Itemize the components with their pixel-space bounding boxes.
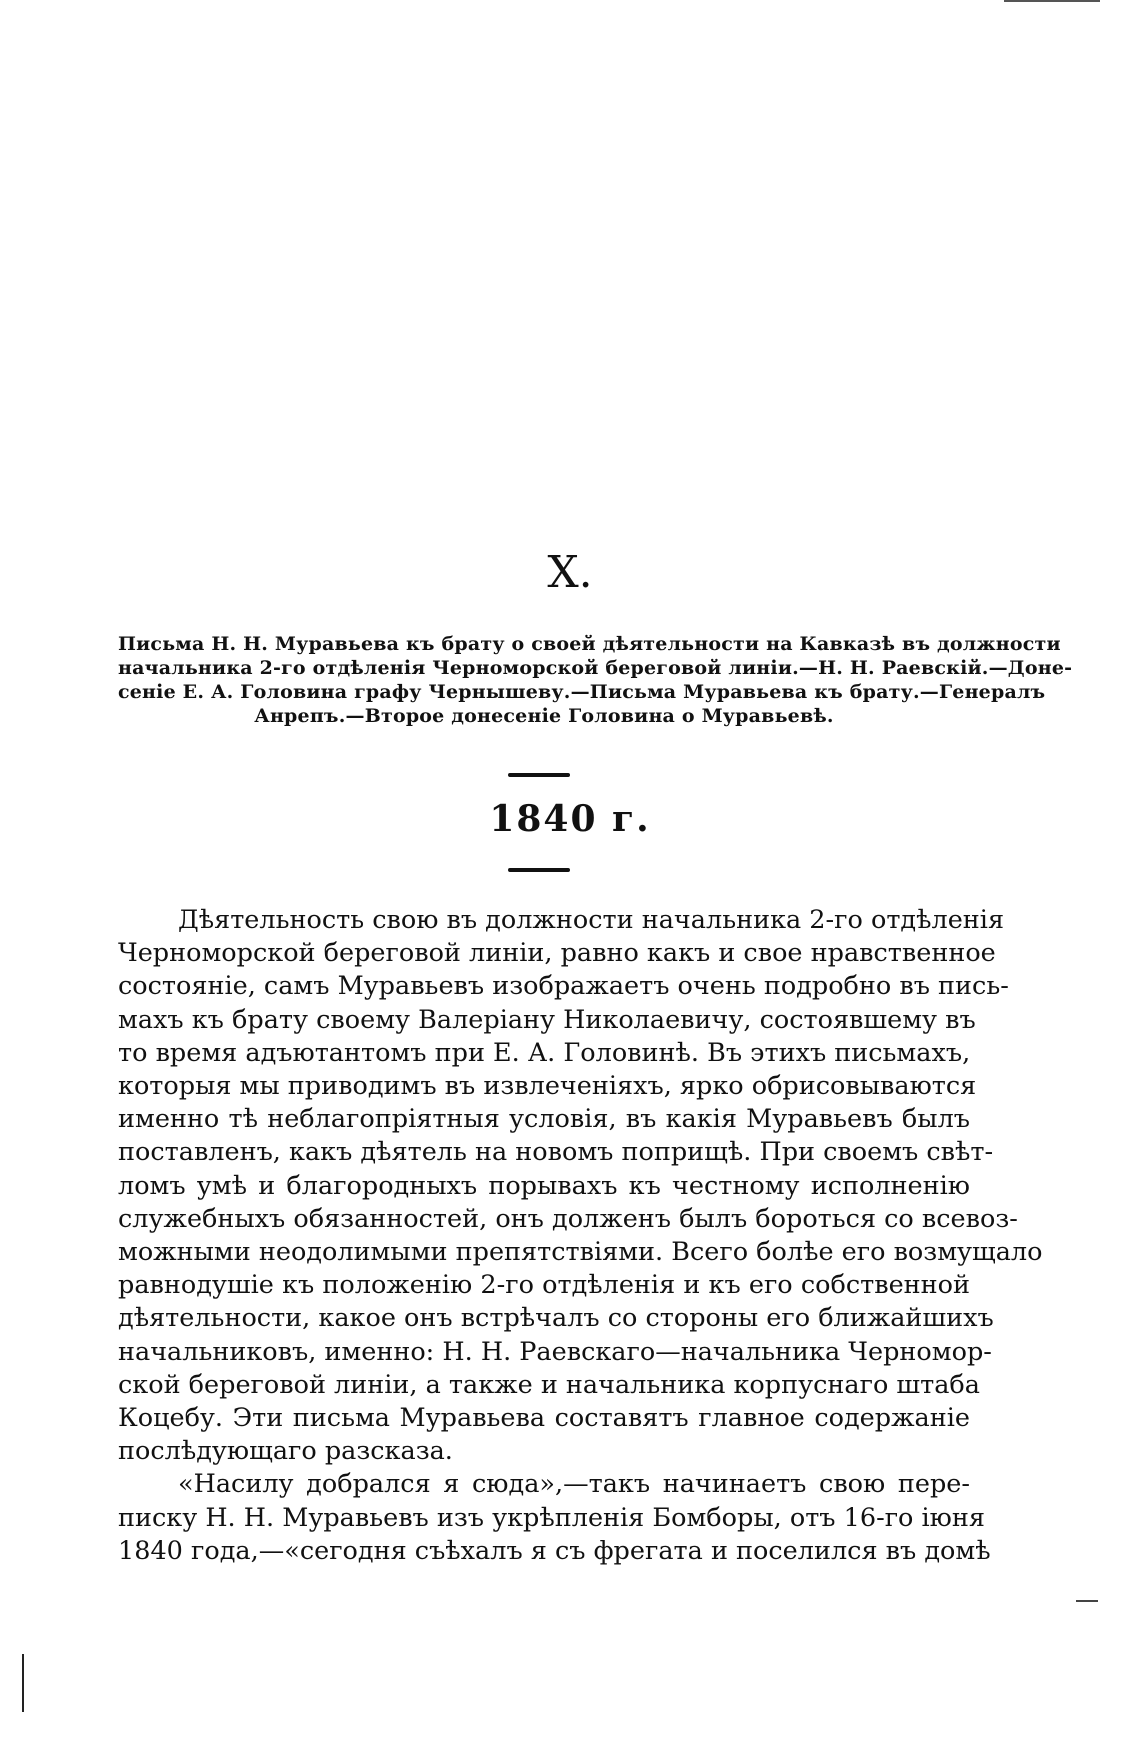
- chapter-summary: [118, 632, 1073, 728]
- body-line: равнодушіе къ положенію 2-го отдѣленія и къ его собственной: [118, 1270, 970, 1301]
- summary-line: Письма Н. Н. Муравьева къ брату о своей дѣятельности на Кавказѣ въ должности: [118, 633, 1061, 655]
- body-line: то время адъютантомъ при Е. А. Головинѣ. Въ этихъ письмахъ,: [118, 1037, 971, 1068]
- body-line: начальниковъ, именно: Н. Н. Раевскаго—начальника Черномор-: [118, 1336, 992, 1367]
- summary-line: Анрепъ.—Второе донесеніе Головина о Муравьевѣ.: [254, 705, 834, 727]
- body-line: дѣятельности, какое онъ встрѣчалъ со стороны его ближайшихъ: [118, 1303, 994, 1334]
- chapter-number: X.: [547, 547, 593, 598]
- body-line: писку Н. Н. Муравьевъ изъ укрѣпленія Бомборы, отъ 16-го іюня: [118, 1502, 985, 1533]
- margin-mark-right: [1076, 1600, 1098, 1602]
- summary-line: сеніе Е. А. Головина графу Чернышеву.—Письма Муравьева къ брату.—Генералъ: [118, 681, 1046, 703]
- margin-mark-left: [22, 1654, 24, 1712]
- body-line: ской береговой линіи, а также и начальника корпуснаго штаба: [118, 1369, 980, 1400]
- body-line: именно тѣ неблагопріятныя условія, въ какія Муравьевъ былъ: [118, 1104, 970, 1135]
- scan-edge-mark: [1004, 0, 1100, 2]
- body-line: ломъ умѣ и благородныхъ порывахъ къ честному исполненію: [118, 1170, 970, 1201]
- body-line: махъ къ брату своему Валеріану Николаевичу, состоявшему въ: [118, 1004, 976, 1035]
- body-text: [118, 904, 1043, 1568]
- body-line: Черноморской береговой линіи, равно какъ и свое нравственное: [118, 938, 996, 969]
- body-line: которыя мы приводимъ въ извлеченіяхъ, ярко обрисовываются: [118, 1071, 977, 1102]
- body-line: служебныхъ обязанностей, онъ долженъ былъ бороться со всевоз-: [118, 1203, 1018, 1234]
- body-line: состояніе, самъ Муравьевъ изображаетъ очень подробно въ пись-: [118, 971, 1009, 1002]
- body-line: «Насилу добрался я сюда»,—такъ начинаетъ свою пере-: [178, 1469, 970, 1500]
- year-heading: 1840 г.: [489, 798, 651, 840]
- decorative-rule-bottom: [508, 868, 570, 872]
- summary-line: начальника 2-го отдѣленія Черноморской береговой линіи.—Н. Н. Раевскій.—Доне-: [118, 657, 1073, 679]
- body-line: 1840 года,—«сегодня съѣхалъ я съ фрегата и поселился въ домѣ: [118, 1535, 991, 1566]
- body-line: Дѣятельность свою въ должности начальника 2-го отдѣленія: [178, 905, 1005, 935]
- body-line: можными неодолимыми препятствіями. Всего болѣе его возмущало: [118, 1237, 1043, 1268]
- decorative-rule-top: [508, 773, 570, 777]
- body-line: Коцебу. Эти письма Муравьева составятъ главное содержаніе: [118, 1403, 970, 1434]
- body-line: поставленъ, какъ дѣятель на новомъ поприщѣ. При своемъ свѣт-: [118, 1137, 994, 1168]
- body-line: послѣдующаго разсказа.: [118, 1436, 453, 1467]
